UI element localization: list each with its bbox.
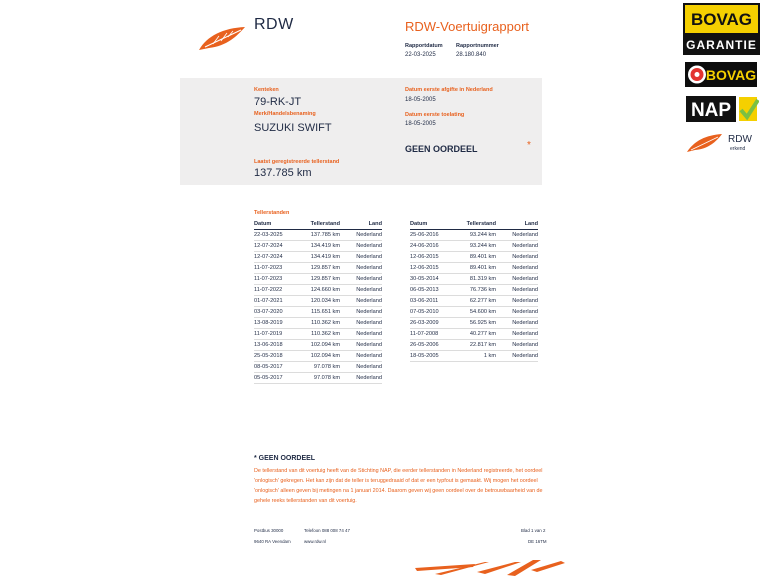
cell-land: Nederland [340, 230, 382, 241]
footer-website: www.rdw.nl [304, 539, 326, 544]
cell-tellerstand: 1 km [464, 351, 496, 362]
table-row [410, 263, 538, 274]
table-row [254, 241, 382, 252]
cell-tellerstand: 93.244 km [464, 241, 496, 252]
cell-datum: 12-07-2024 [254, 252, 308, 263]
table-row [410, 307, 538, 318]
table-row [254, 274, 382, 285]
cell-datum: 13-06-2018 [254, 340, 308, 351]
cell-tellerstand: 40.277 km [464, 329, 496, 340]
cell-tellerstand: 115.651 km [308, 307, 340, 318]
first-admission-value: 18-05-2005 [405, 121, 436, 127]
cell-datum: 30-05-2014 [410, 274, 464, 285]
table-row [254, 329, 382, 340]
bovag-garantie-logo [683, 3, 760, 55]
cell-datum: 12-06-2015 [410, 263, 464, 274]
table-row [254, 296, 382, 307]
decorative-stripes [415, 558, 565, 576]
footer-phone: Telefoon 088 008 74 47 [304, 528, 350, 533]
cell-datum: 12-06-2015 [410, 252, 464, 263]
cell-tellerstand: 89.401 km [464, 263, 496, 274]
cell-land: Nederland [496, 252, 538, 263]
cell-tellerstand: 134.419 km [308, 241, 340, 252]
cell-land: Nederland [340, 329, 382, 340]
table-row [254, 285, 382, 296]
table-row [410, 340, 538, 351]
cell-land: Nederland [340, 307, 382, 318]
cell-land: Nederland [496, 296, 538, 307]
cell-datum: 03-06-2011 [410, 296, 464, 307]
cell-tellerstand: 97.078 km [308, 373, 340, 384]
cell-datum: 07-05-2010 [410, 307, 464, 318]
rdw-erkend-sub: erkend [730, 146, 746, 152]
footer-address-line2: 9640 RA Veendam [254, 539, 291, 544]
footer-page-number: Blad 1 van 2 [521, 528, 546, 533]
rdw-erkend-logo [686, 130, 758, 154]
footnote-title: * GEEN OORDEEL [254, 455, 316, 462]
bovag-logo-text: BOVAG [705, 67, 757, 83]
cell-datum: 11-07-2023 [254, 263, 308, 274]
cell-datum: 05-05-2017 [254, 373, 308, 384]
readings-title: Tellerstanden [254, 210, 290, 216]
cell-tellerstand: 110.362 km [308, 329, 340, 340]
cell-datum: 12-07-2024 [254, 241, 308, 252]
col-header-land: Land [496, 219, 538, 230]
cell-land: Nederland [496, 274, 538, 285]
cell-land: Nederland [496, 351, 538, 362]
verdict-text: GEEN OORDEEL [405, 144, 478, 154]
cell-datum: 11-07-2019 [254, 329, 308, 340]
cell-datum: 13-08-2019 [254, 318, 308, 329]
table-row [254, 351, 382, 362]
nap-logo [685, 95, 759, 123]
cell-tellerstand: 93.244 km [464, 230, 496, 241]
merk-label: Merk/Handelsbenaming [254, 111, 316, 117]
cell-land: Nederland [496, 307, 538, 318]
first-nl-value: 18-05-2005 [405, 97, 436, 103]
cell-land: Nederland [496, 329, 538, 340]
cell-land: Nederland [340, 373, 382, 384]
readings-table-right [410, 219, 538, 362]
cell-land: Nederland [496, 230, 538, 241]
tellerstand-value: 137.785 km [254, 167, 312, 179]
cell-land: Nederland [340, 285, 382, 296]
cell-datum: 08-05-2017 [254, 362, 308, 373]
table-row [254, 230, 382, 241]
kenteken-label: Kenteken [254, 87, 279, 93]
cell-tellerstand: 102.094 km [308, 351, 340, 362]
footnote-text: De tellerstand van dit voertuig heeft van de Stichting NAP, die eerder tellerstanden in Nederland registreerde, het oordeel 'onlogisch' gekregen. Het kan zijn dat de teller is teruggedraaid of dat er een typfout is gemaakt. Wij mogen het oordeel 'onlogisch' alleen geven bij metingen na 1 januari 2014. Daarom geven wij geen oordeel over de betrouwbaarheid van de gehele reeks tellerstanden van dit voertuig. [254, 468, 543, 504]
report-date: 22-03-2025 [405, 52, 436, 58]
cell-tellerstand: 54.600 km [464, 307, 496, 318]
table-row [254, 318, 382, 329]
report-number-label: Rapportnummer [456, 43, 499, 49]
cell-land: Nederland [340, 241, 382, 252]
rdw-leaf-logo [197, 24, 247, 52]
footer-address-line1: Postbus 30000 [254, 528, 284, 533]
cell-datum: 25-06-2016 [410, 230, 464, 241]
kenteken-value: 79-RK-JT [254, 96, 302, 108]
table-row [410, 252, 538, 263]
table-row [254, 340, 382, 351]
first-admission-label: Datum eerste toelating [405, 112, 465, 118]
cell-land: Nederland [496, 285, 538, 296]
col-header-datum: Datum [254, 219, 308, 230]
col-header-land: Land [340, 219, 382, 230]
cell-land: Nederland [340, 296, 382, 307]
cell-tellerstand: 137.785 km [308, 230, 340, 241]
cell-datum: 18-05-2005 [410, 351, 464, 362]
table-row [254, 373, 382, 384]
cell-datum: 22-03-2025 [254, 230, 308, 241]
bovag-garantie-top-text: BOVAG [690, 10, 753, 29]
cell-datum: 25-05-2018 [254, 351, 308, 362]
cell-tellerstand: 124.660 km [308, 285, 340, 296]
readings-table-left [254, 219, 382, 384]
cell-datum: 03-07-2020 [254, 307, 308, 318]
cell-land: Nederland [496, 340, 538, 351]
vehicle-summary-panel [180, 78, 542, 185]
report-number: 28.180.840 [456, 52, 487, 58]
table-header-row [254, 219, 382, 230]
table-row [410, 230, 538, 241]
brand-title: RDW [254, 16, 294, 33]
cell-land: Nederland [340, 252, 382, 263]
cell-tellerstand: 56.925 km [464, 318, 496, 329]
first-nl-label: Datum eerste afgifte in Nederland [405, 87, 493, 93]
cell-tellerstand: 97.078 km [308, 362, 340, 373]
cell-tellerstand: 129.857 km [308, 263, 340, 274]
table-row [410, 329, 538, 340]
cell-land: Nederland [340, 340, 382, 351]
footer-code: DE 16TM [528, 539, 547, 544]
cell-datum: 26-05-2006 [410, 340, 464, 351]
report-title: RDW-Voertuigrapport [405, 19, 530, 34]
cell-land: Nederland [496, 263, 538, 274]
table-row [410, 351, 538, 362]
cell-tellerstand: 134.419 km [308, 252, 340, 263]
cell-datum: 06-05-2013 [410, 285, 464, 296]
table-row [410, 318, 538, 329]
table-row [254, 307, 382, 318]
cell-land: Nederland [340, 351, 382, 362]
cell-land: Nederland [496, 318, 538, 329]
verdict-marker: * [527, 140, 531, 151]
cell-tellerstand: 76.736 km [464, 285, 496, 296]
rdw-erkend-brand: RDW [728, 134, 752, 145]
cell-tellerstand: 62.277 km [464, 296, 496, 307]
report-date-label: Rapportdatum [405, 43, 443, 49]
tellerstand-label: Laatst geregistreerde tellerstand [254, 159, 340, 165]
table-row [410, 296, 538, 307]
merk-value: SUZUKI SWIFT [254, 122, 332, 134]
bovag-garantie-bottom-text: GARANTIE [686, 38, 757, 52]
table-row [254, 252, 382, 263]
cell-tellerstand: 22.817 km [464, 340, 496, 351]
cell-datum: 11-07-2008 [410, 329, 464, 340]
cell-tellerstand: 120.034 km [308, 296, 340, 307]
nap-logo-text: NAP [690, 100, 732, 121]
col-header-tellerstand: Tellerstand [308, 219, 340, 230]
table-header-row [410, 219, 538, 230]
cell-tellerstand: 89.401 km [464, 252, 496, 263]
table-row [254, 263, 382, 274]
cell-datum: 01-07-2021 [254, 296, 308, 307]
cell-land: Nederland [496, 241, 538, 252]
cell-datum: 26-03-2009 [410, 318, 464, 329]
col-header-tellerstand: Tellerstand [464, 219, 496, 230]
cell-tellerstand: 110.362 km [308, 318, 340, 329]
table-row [410, 241, 538, 252]
table-row [410, 274, 538, 285]
cell-land: Nederland [340, 362, 382, 373]
cell-datum: 24-06-2016 [410, 241, 464, 252]
cell-datum: 11-07-2022 [254, 285, 308, 296]
cell-tellerstand: 102.094 km [308, 340, 340, 351]
cell-land: Nederland [340, 263, 382, 274]
cell-land: Nederland [340, 274, 382, 285]
cell-datum: 11-07-2023 [254, 274, 308, 285]
cell-tellerstand: 81.319 km [464, 274, 496, 285]
cell-land: Nederland [340, 318, 382, 329]
cell-tellerstand: 129.857 km [308, 274, 340, 285]
col-header-datum: Datum [410, 219, 464, 230]
bovag-logo [685, 62, 757, 87]
table-row [410, 285, 538, 296]
table-row [254, 362, 382, 373]
